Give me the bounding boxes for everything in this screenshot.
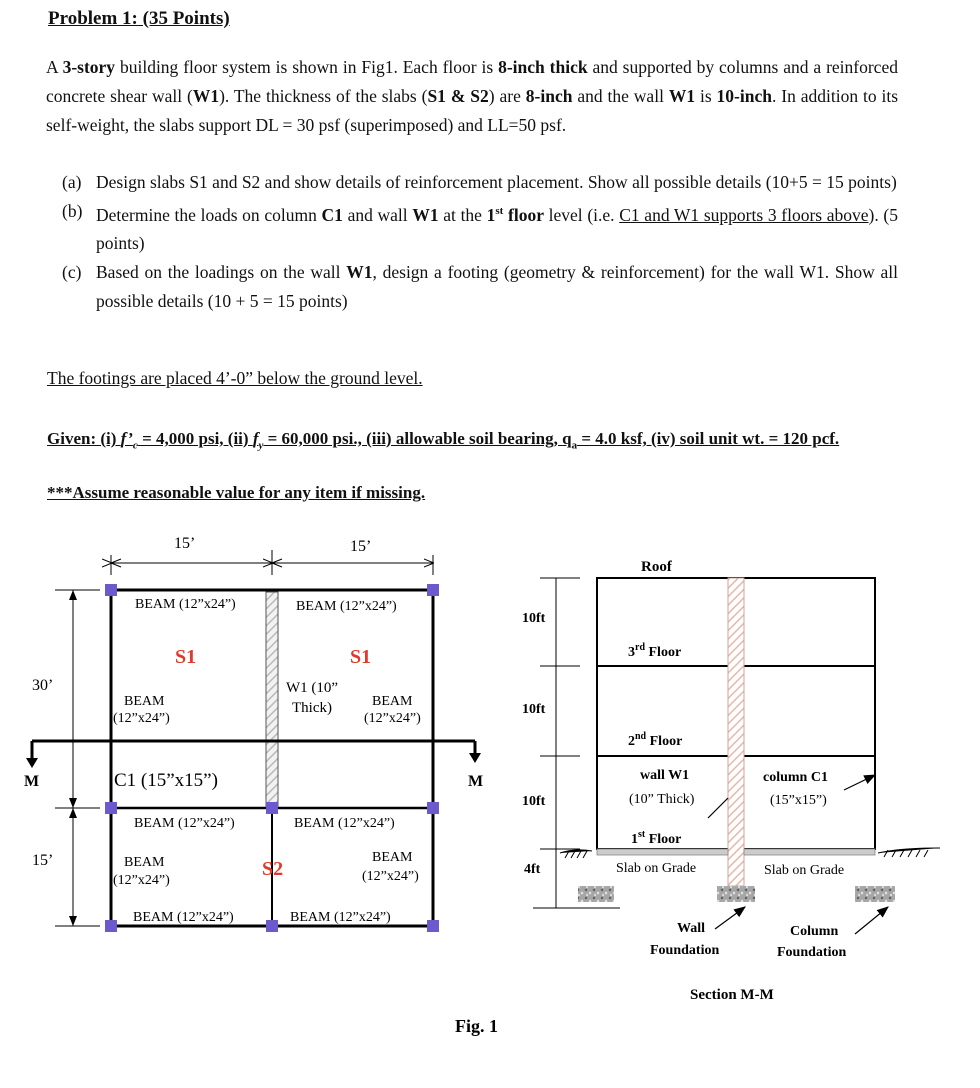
column-footing — [855, 886, 895, 902]
column-c1-label: C1 (15”x15”) — [114, 770, 218, 791]
height-label: 10ft — [522, 702, 546, 717]
column-foundation-label: Foundation — [777, 945, 847, 960]
column — [266, 802, 278, 814]
problem-title: Problem 1: (35 Points) — [48, 8, 230, 29]
beam-label: BEAM (12”x24”) — [294, 816, 395, 831]
beam-label: BEAM (12”x24”) — [296, 599, 397, 614]
slab-s1-right: S1 — [350, 646, 372, 668]
slab-on-grade-label: Slab on Grade — [764, 863, 845, 878]
part-text: Based on the loadings on the wall W1, design a footing (geometry & reinforcement) for the wall W1. Show all possible details (10 + 5 = 15 points) — [96, 262, 898, 312]
dim-top-left: 15’ — [174, 535, 196, 552]
footing — [578, 886, 614, 902]
floor-plan — [24, 535, 483, 932]
wall-foundation-label: Wall — [677, 921, 706, 936]
wall-label: W1 (10” — [286, 680, 339, 696]
column-c1 — [105, 802, 117, 814]
column — [427, 584, 439, 596]
dim-left-bottom: 15’ — [32, 852, 54, 869]
wall-w1-label: wall W1 — [640, 768, 690, 783]
column-foundation-label: Column — [790, 924, 839, 939]
height-label: 10ft — [522, 794, 546, 809]
section-mark-right: M — [468, 773, 484, 790]
roof-label: Roof — [641, 559, 672, 575]
section-m-m — [522, 559, 940, 1003]
slab-s1-left: S1 — [175, 646, 197, 668]
column — [105, 920, 117, 932]
slab-on-grade-left — [597, 849, 728, 855]
beam-label: (12”x24”) — [113, 873, 170, 888]
part-label: (b) — [62, 200, 83, 221]
problem-intro: A 3-story building floor system is shown in Fig1. Each floor is 8-inch thick and supported by columns and a reinforced concrete shear wall (W1). The thickness of the slabs (S1 & S2) are 8-inch and the wall W1 is 10-inch. In addition to its self-weight, the slabs support DL = 30 psf (superimposed) and LL=50 psf. — [46, 57, 899, 135]
dim-left-top: 30’ — [32, 677, 54, 694]
wall-w1-section — [728, 578, 744, 886]
footings-note: The footings are placed 4’-0” below the ground level. — [47, 368, 423, 388]
beam-label: BEAM — [372, 694, 413, 709]
beam-label: (12”x24”) — [364, 711, 421, 726]
column-c1-label: column C1 — [763, 770, 828, 785]
column-c1-size: (15”x15”) — [770, 793, 827, 808]
floor-2-label: 2nd Floor — [628, 731, 683, 749]
column — [427, 920, 439, 932]
column — [427, 802, 439, 814]
part-label: (a) — [62, 172, 82, 192]
section-title: Section M-M — [690, 987, 774, 1003]
part-text: Design slabs S1 and S2 and show details of reinforcement placement. Show all possible details (10+5 = 15 points) — [96, 172, 897, 192]
wall-foundation-label: Foundation — [650, 943, 720, 958]
wall-w1-thickness: (10” Thick) — [629, 792, 695, 807]
assume-note: ***Assume reasonable value for any item if missing. — [47, 483, 426, 502]
dim-top-right: 15’ — [350, 538, 372, 555]
beam-label: BEAM (12”x24”) — [134, 816, 235, 831]
height-label: 10ft — [522, 611, 546, 626]
beam-label: BEAM — [124, 855, 165, 870]
part-text: Determine the loads on column C1 and wall W1 at the 1st floor level (i.e. C1 and W1 supports 3 floors above). (5 points) — [96, 204, 898, 254]
figure-caption: Fig. 1 — [455, 1016, 498, 1036]
beam-label: (12”x24”) — [362, 869, 419, 884]
beam-label: BEAM — [372, 850, 413, 865]
floor-1-label: 1st Floor — [631, 829, 682, 847]
slab-on-grade-right — [744, 849, 875, 855]
slab-s2: S2 — [262, 858, 284, 880]
column — [105, 584, 117, 596]
floor-3-label: 3rd Floor — [628, 642, 682, 660]
section-mark-left: M — [24, 773, 40, 790]
column — [266, 920, 278, 932]
wall-w1 — [266, 592, 278, 806]
wall-footing — [717, 886, 755, 902]
height-label: 4ft — [524, 862, 541, 877]
beam-label: BEAM — [124, 694, 165, 709]
part-label: (c) — [62, 262, 82, 283]
beam-label: BEAM (12”x24”) — [133, 910, 234, 925]
beam-label: BEAM (12”x24”) — [135, 597, 236, 612]
wall-label: Thick) — [292, 700, 332, 716]
given-values: Given: (i) $f’_c = 4,000$ psi, (ii) $f_y = 60,000$ psi., (iii) allowable soil bearing, $q_a = 4.0$ ksf, (iv) soil unit wt. = 120 pcf. — [47, 429, 840, 452]
slab-on-grade-label: Slab on Grade — [616, 861, 697, 876]
beam-label: (12”x24”) — [113, 711, 170, 726]
beam-label: BEAM (12”x24”) — [290, 910, 391, 925]
